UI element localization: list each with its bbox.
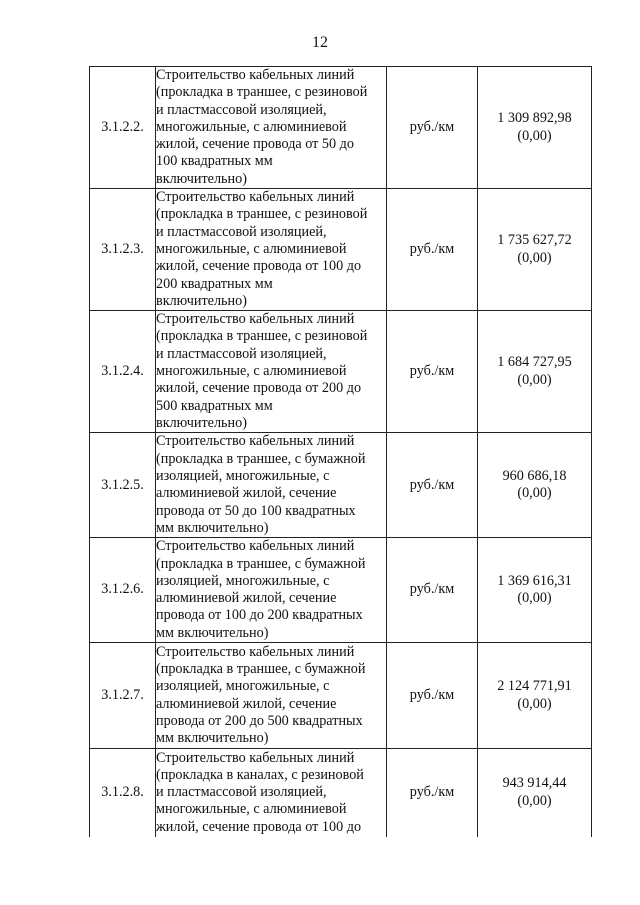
description-line: жилой, сечение провода от 50 до <box>156 136 354 153</box>
table-row <box>90 311 592 433</box>
description-line: многожильные, с алюминиевой <box>156 118 347 135</box>
description-line: мм включительно) <box>156 624 269 641</box>
description-line: 500 квадратных мм <box>156 397 273 414</box>
description-line: (прокладка в траншее, с резиновой <box>156 84 368 101</box>
row-price <box>478 189 592 311</box>
description-line: мм включительно) <box>156 730 269 747</box>
description-line: и пластмассовой изоляцией, <box>156 784 327 801</box>
price-note: (0,00) <box>517 371 552 388</box>
row-code: 3.1.2.2. <box>90 67 156 189</box>
price-value: 1 684 727,95 <box>497 354 572 371</box>
description-line: алюминиевой жилой, сечение <box>156 590 337 607</box>
description-line: провода от 50 до 100 квадратных <box>156 502 356 519</box>
tariff-table-body <box>90 67 592 837</box>
row-price <box>478 643 592 749</box>
description-line: изоляцией, многожильные, с <box>156 678 330 695</box>
row-code: 3.1.2.6. <box>90 538 156 643</box>
description-line: Строительство кабельных линий <box>156 311 355 328</box>
row-code: 3.1.2.7. <box>90 643 156 749</box>
table-row <box>90 538 592 643</box>
row-unit: руб./км <box>387 311 478 433</box>
description-line: (прокладка в траншее, с резиновой <box>156 206 368 223</box>
row-unit: руб./км <box>387 433 478 538</box>
row-description <box>156 311 387 433</box>
row-description <box>156 749 387 837</box>
row-code: 3.1.2.5. <box>90 433 156 538</box>
row-unit: руб./км <box>387 538 478 643</box>
description-line: изоляцией, многожильные, с <box>156 467 330 484</box>
description-line: Строительство кабельных линий <box>156 189 355 206</box>
description-line: алюминиевой жилой, сечение <box>156 695 337 712</box>
row-price <box>478 67 592 189</box>
price-value: 2 124 771,91 <box>497 678 572 695</box>
description-line: 200 квадратных мм <box>156 275 273 292</box>
price-value: 943 914,44 <box>502 775 567 792</box>
description-line: провода от 100 до 200 квадратных <box>156 607 363 624</box>
description-line: и пластмассовой изоляцией, <box>156 101 327 118</box>
page-number: 12 <box>312 34 328 51</box>
description-line: включительно) <box>156 292 247 309</box>
price-note: (0,00) <box>517 485 552 502</box>
description-line: алюминиевой жилой, сечение <box>156 485 337 502</box>
row-description <box>156 433 387 538</box>
row-unit: руб./км <box>387 189 478 311</box>
price-note: (0,00) <box>517 792 552 809</box>
row-unit: руб./км <box>387 67 478 189</box>
description-line: Строительство кабельных линий <box>156 67 355 83</box>
row-code: 3.1.2.4. <box>90 311 156 433</box>
description-line: мм включительно) <box>156 519 269 536</box>
price-value: 1 369 616,31 <box>497 572 572 589</box>
description-line: провода от 200 до 500 квадратных <box>156 712 363 729</box>
description-line: Строительство кабельных линий <box>156 433 355 450</box>
description-line: (прокладка в траншее, с резиновой <box>156 328 368 345</box>
description-line: Строительство кабельных линий <box>156 643 355 660</box>
price-note: (0,00) <box>517 249 552 266</box>
description-line: (прокладка в траншее, с бумажной <box>156 660 366 677</box>
row-price <box>478 433 592 538</box>
row-description <box>156 189 387 311</box>
row-description <box>156 538 387 643</box>
description-line: включительно) <box>156 414 247 431</box>
description-line: включительно) <box>156 170 247 187</box>
description-line: (прокладка в каналах, с резиновой <box>156 766 364 783</box>
description-line: 100 квадратных мм <box>156 153 273 170</box>
description-line: многожильные, с алюминиевой <box>156 801 347 818</box>
price-note: (0,00) <box>517 127 552 144</box>
description-line: (прокладка в траншее, с бумажной <box>156 450 366 467</box>
price-value: 1 735 627,72 <box>497 232 572 249</box>
table-row <box>90 67 592 189</box>
price-note: (0,00) <box>517 695 552 712</box>
description-line: жилой, сечение провода от 100 до <box>156 818 362 835</box>
description-line: многожильные, с алюминиевой <box>156 240 347 257</box>
table-row <box>90 643 592 749</box>
price-value: 960 686,18 <box>502 467 567 484</box>
row-unit: руб./км <box>387 749 478 837</box>
description-line: (прокладка в траншее, с бумажной <box>156 555 366 572</box>
description-line: и пластмассовой изоляцией, <box>156 345 327 362</box>
row-code: 3.1.2.8. <box>90 749 156 837</box>
description-line: многожильные, с алюминиевой <box>156 363 347 380</box>
row-description <box>156 67 387 189</box>
description-line: изоляцией, многожильные, с <box>156 572 330 589</box>
description-line: жилой, сечение провода от 100 до <box>156 258 362 275</box>
price-note: (0,00) <box>517 590 552 607</box>
table-row <box>90 433 592 538</box>
row-price <box>478 311 592 433</box>
row-description <box>156 643 387 749</box>
row-unit: руб./км <box>387 643 478 749</box>
description-line: жилой, сечение провода от 200 до <box>156 380 362 397</box>
price-value: 1 309 892,98 <box>497 110 572 127</box>
row-price <box>478 749 592 837</box>
description-line: Строительство кабельных линий <box>156 749 355 766</box>
row-code: 3.1.2.3. <box>90 189 156 311</box>
description-line: и пластмассовой изоляцией, <box>156 223 327 240</box>
row-price <box>478 538 592 643</box>
description-line: Строительство кабельных линий <box>156 538 355 555</box>
table-row <box>90 189 592 311</box>
table-row <box>90 749 592 837</box>
tariff-table <box>89 66 592 837</box>
